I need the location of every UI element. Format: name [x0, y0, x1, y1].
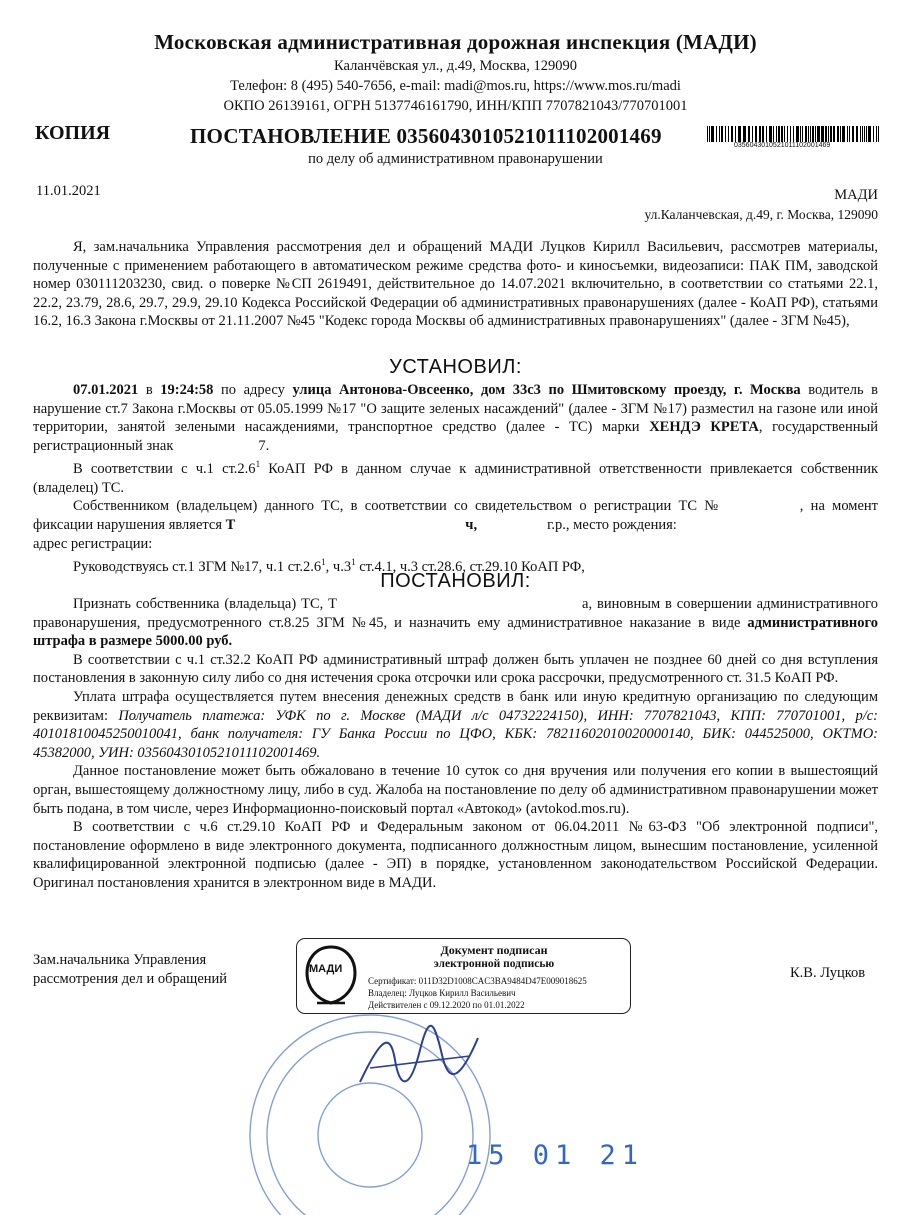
signer-position: Зам.начальника Управления рассмотрения дел и обращений [33, 952, 228, 987]
owner-initial: Т [225, 516, 236, 533]
established-heading: УСТАНОВИЛ: [389, 356, 522, 378]
stamp-date: 15 01 21 [466, 1140, 645, 1171]
copy-label: КОПИЯ [35, 122, 111, 144]
violation-date: 07.01.2021 [73, 382, 139, 398]
handwritten-signature-image [350, 1020, 490, 1100]
intro-section [33, 238, 878, 331]
madi-logo-icon [303, 943, 359, 1007]
agency-name: МАДИ [834, 187, 878, 203]
plate-tail: 7. [258, 437, 270, 454]
electronic-signature-box [296, 938, 631, 1014]
organization-contacts: Телефон: 8 (495) 540-7656, e-mail: madi@mos.ru, https://www.mos.ru/madi [230, 78, 681, 94]
organization-codes: ОКПО 26139161, ОГРН 5137746161790, ИНН/КПП 7707821043/770701001 [223, 98, 688, 114]
violation-time: 19:24:58 [160, 382, 214, 398]
registration-address: адрес регистрации: [33, 535, 153, 552]
intro-paragraph: Я, зам.начальника Управления рассмотрения дел и обращений МАДИ Луцков Кирилл Васильевич, рассмотрев материалы, полученные с применением работающего в автоматическом режиме средства фото- и киносъемки, видеозаписи: ПАК ПМ, заводской номер 030111203230, свид. о поверке №СП 2619491, действительное до 14.07.2021 включительно, в соответствии со статьями 22.1, 22.2, 23.79, 28.6, 29.7, 29.9, 29.10 Кодекса Российской Федерации об административных правонарушениях (далее - КоАП РФ), статьями 16.2, 16.3 Закона г.Москвы от 21.11.2007 №45 "Кодекс города Москвы об административных правонарушениях" (далее - ЗГМ №45), [33, 239, 878, 330]
e-signature-paragraph: В соответствии с ч.6 ст.29.10 КоАП РФ и Федеральным законом от 06.04.2011 №63-ФЗ "Об электронной подписи", постановление оформлено в виде электронного документа, подписанного должностным лицом, вынесшим постановление, усиленной квалифицированной электронной подписью (далее - ЭП) в порядке, установленном законодательством Российской Федерации. Оригинал постановления хранится в электронном виде в МАДИ. [33, 819, 878, 891]
organization-address: Каланчёвская ул., д.49, Москва, 129090 [334, 58, 577, 74]
violation-place: улица Антонова-Овсеенко, дом 33с3 по Шмитовскому проезду, г. Москва [292, 382, 801, 398]
document-subtitle: по делу об административном правонарушении [308, 151, 603, 167]
signer-name: К.В. Луцков [790, 965, 866, 981]
esig-certificate: Сертификат: 011D32D1008CAC3BA9484D47E009018625 [368, 976, 587, 986]
liability-paragraph: В соответствии с ч.1 ст.2.6$^1$ КоАП РФ в данном случае к административной ответственности привлекается собственник (владелец) ТС. [33, 459, 878, 496]
vehicle-model: ХЕНДЭ КРЕТА [649, 419, 759, 436]
payment-requisites: Получатель платежа: УФК по г. Москве (МАДИ л/с 04732224150), ИНН: 7707821043, КПП: 770701001, р/с: 40101810045250010041, банк получателя: ГУ Банка России по ЦФО, КБК: 78211602010020000140, БИК: 044525000, ОКТМО: 45382000, УИН: 0356043010521011102001469. [33, 707, 879, 761]
barcode-number: 0356043010521011102001469 [734, 142, 831, 149]
owner-paragraph: Собственником (владельцем) данного ТС, в соответствии со свидетельством о регистрации ТС № , на момент фиксации нарушения является Т ч, г.р., место рождения: [33, 498, 879, 533]
esig-owner: Владелец: Луцков Кирилл Васильевич [368, 988, 516, 998]
esig-title: Документ подписан [440, 943, 548, 957]
payment-deadline-paragraph: В соответствии с ч.1 ст.32.2 КоАП РФ административный штраф должен быть уплачен не позднее 60 дней со дня вступления постановления в законную силу либо со дня истечения срока отсрочки или срока рассрочки, предусмотренного ст. 31.5 КоАП РФ. [33, 651, 878, 687]
resolved-heading: ПОСТАНОВИЛ: [380, 570, 531, 592]
legal-basis-paragraph: Руководствуясь ст.1 ЗГМ №17, ч.1 ст.2.6$^1$, $ч.3^1$ ст.4.1, ч.3 ст.28.6, ст.29.10 КоАП РФ, [73, 557, 585, 575]
esig-subtitle: электронной подписью [433, 958, 555, 970]
agency-block [644, 186, 878, 224]
document-title: ПОСТАНОВЛЕНИЕ 0356043010521011102001469 [190, 124, 662, 148]
fine-amount: административного штрафа в размере 5000.00 руб. [33, 614, 878, 650]
violation-paragraph: 07.01.2021 в 19:24:58 по адресу улица Антонова-Овсеенко, дом 33с3 по Шмитовскому проезду, г. Москва водитель в нарушение ст.7 Закона г.Москвы от 05.05.1999 №17 "О защите зеленых насаждений" (далее - ЗГМ №17) разместил на газоне или иной территории, занятой зелеными насаждениями, транспортное средство (далее - ТС) марки ХЕНДЭ КРЕТА, государственный регистрационный знак 7. [33, 382, 878, 454]
verdict-paragraph: Признать собственника (владельца) ТС, Т а, виновным в совершении административного правонарушения, предусмотренного ст.8.25 ЗГМ №45, и назначить ему административное наказание в виде административного штрафа в размере 5000.00 руб. [33, 596, 878, 650]
barcode-image [707, 126, 879, 142]
agency-address: ул.Каланчевская, д.49, г. Москва, 129090 [644, 207, 878, 222]
esig-validity: Действителен с 09.12.2020 по 01.01.2022 [368, 1000, 525, 1010]
document-date: 11.01.2021 [36, 183, 101, 199]
organization-name: Московская административная дорожная инспекция (МАДИ) [154, 30, 757, 54]
appeal-paragraph: Данное постановление может быть обжаловано в течение 10 суток со дня вручения или получения его копии в вышестоящий орган, вышестоящему должностному лицу, либо в суд. Жалоба на постановление по делу об административном правонарушении может быть подана, в том числе, через Информационно-поисковый портал «Автокод» (avtokod.mos.ru). [33, 763, 878, 817]
resolved-section [33, 595, 878, 893]
established-section [33, 381, 878, 577]
madi-logo-text: МАДИ [309, 963, 343, 975]
payment-details-paragraph: Уплата штрафа осуществляется путем внесения денежных средств в банк или иную кредитную организацию по следующим реквизитам: Получатель платежа: УФК по г. Москве (МАДИ л/с 04732224150), ИНН: 7707821043, КПП: 770701001, р/с: 40101810045250010041, банк получателя: ГУ Банка России по ЦФО, КБК: 78211602010020000140, БИК: 044525000, ОКТМО: 45382000, УИН: 0356043010521011102001469. [33, 688, 879, 761]
